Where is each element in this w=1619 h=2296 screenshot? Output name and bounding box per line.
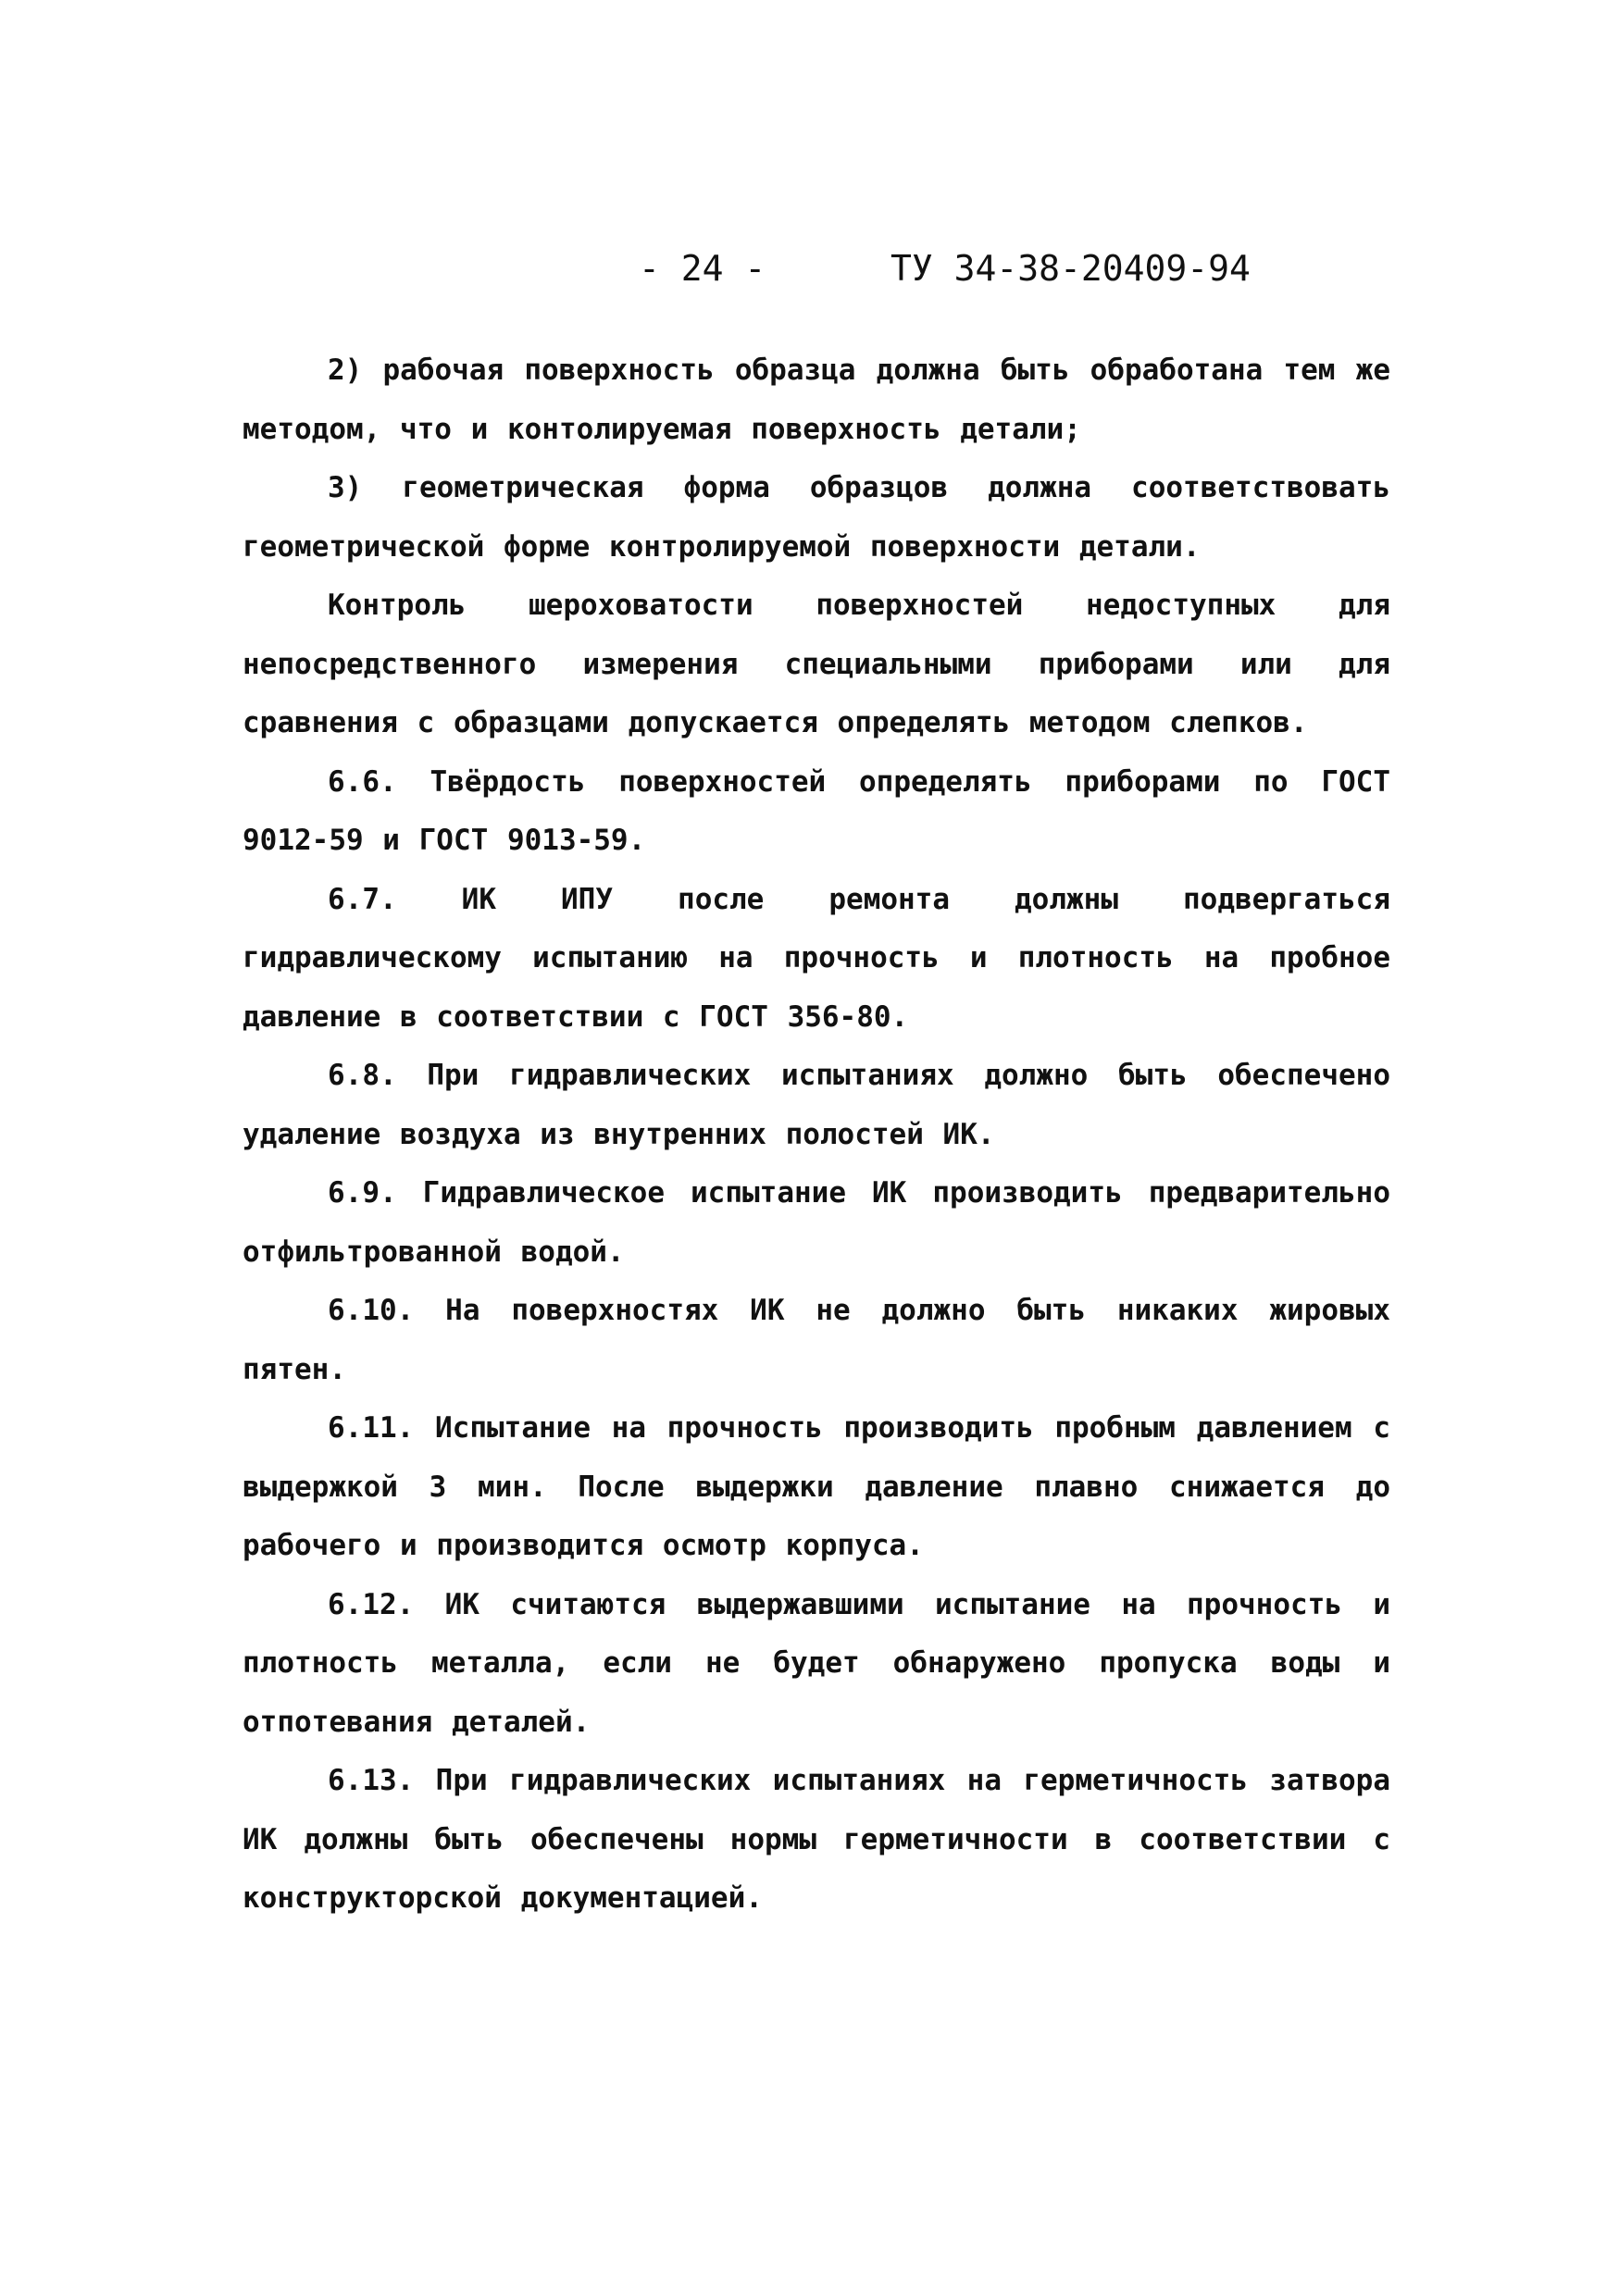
paragraph-6-10: 6.10. На поверхностях ИК не должно быть никаких жировых пятен. <box>243 1294 1390 1386</box>
paragraph-6-8: 6.8. При гидравлических испытаниях должно быть обеспечено удаление воздуха из внутренних полостей ИК. <box>243 1059 1390 1151</box>
paragraph-6-7: 6.7. ИК ИПУ после ремонта должны подвергаться гидравлическому испытанию на прочность и плотность на пробное давление в соответствии с ГОСТ 356-80. <box>243 882 1390 1034</box>
paragraph-6-12: 6.12. ИК считаются выдержавшими испытание на прочность и плотность металла, если не будет обнаружено пропуска воды и отпотевания деталей. <box>243 1587 1390 1739</box>
page-number: - 24 - <box>639 248 766 289</box>
paragraph-sample-geometry: 3) геометрическая форма образцов должна соответствовать геометрической форме контролируемой поверхности детали. <box>243 471 1390 564</box>
document-body <box>243 341 1390 1929</box>
paragraph-sample-surface: 2) рабочая поверхность образца должна быть обработана тем же методом, что и контолируемая поверхность детали; <box>243 354 1390 446</box>
document-code: ТУ 34-38-20409-94 <box>890 248 1251 289</box>
paragraph-roughness-control: Контроль шероховатости поверхностей недоступных для непосредственного измерения специальными приборами или для сравнения с образцами допускается определять методом слепков. <box>243 589 1390 739</box>
paragraph-6-11: 6.11. Испытание на прочность производить пробным давлением с выдержкой 3 мин. После выдержки давление плавно снижается до рабочего и производится осмотр корпуса. <box>243 1411 1390 1562</box>
page-header <box>0 248 1619 304</box>
paragraph-6-9: 6.9. Гидравлическое испытание ИК производить предварительно отфильтрованной водой. <box>243 1176 1390 1269</box>
paragraph-6-13: 6.13. При гидравлических испытаниях на герметичность затвора ИК должны быть обеспечены нормы герметичности в соответствии с конструкторской документацией. <box>243 1764 1390 1915</box>
paragraph-6-6: 6.6. Твёрдость поверхностей определять приборами по ГОСТ 9012-59 и ГОСТ 9013-59. <box>243 764 1390 857</box>
